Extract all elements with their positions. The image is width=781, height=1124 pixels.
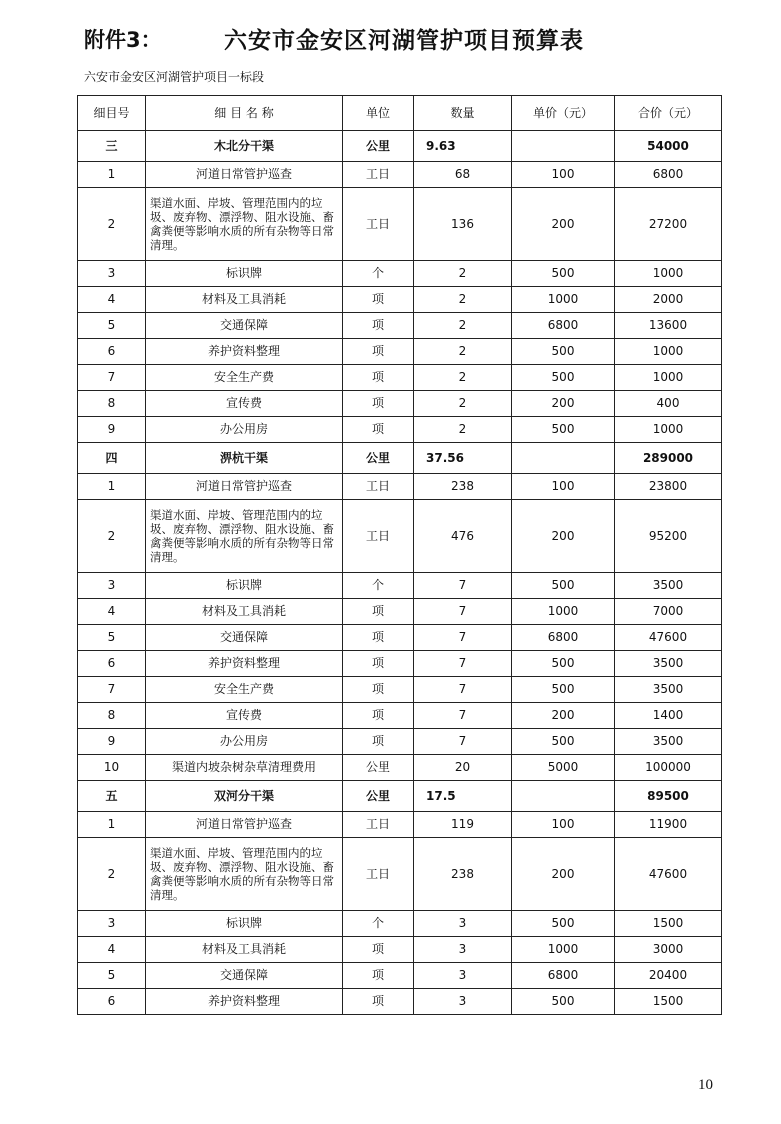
cell-item-name: 材料及工具消耗 [146,937,343,963]
cell-unit-price: 500 [512,677,615,703]
cell-quantity: 119 [414,812,512,838]
cell-total: 27200 [615,188,722,261]
cell-unit-price: 500 [512,417,615,443]
cell-item-no: 3 [78,911,146,937]
budget-table [77,95,722,1015]
cell-total: 6800 [615,162,722,188]
cell-item-no: 4 [78,287,146,313]
table-row [78,729,722,755]
section-row [78,443,722,474]
cell-unit-price: 200 [512,703,615,729]
cell-unit: 项 [343,677,414,703]
table-row [78,703,722,729]
cell-unit-price: 500 [512,911,615,937]
cell-quantity: 37.56 [414,443,512,474]
cell-item-name: 养护资料整理 [146,989,343,1015]
cell-item-no: 1 [78,474,146,500]
cell-unit: 工日 [343,812,414,838]
cell-unit: 项 [343,313,414,339]
cell-unit-price: 200 [512,500,615,573]
cell-unit-price: 1000 [512,937,615,963]
cell-total: 47600 [615,625,722,651]
cell-quantity: 3 [414,937,512,963]
cell-quantity: 7 [414,651,512,677]
cell-item-no: 2 [78,838,146,911]
cell-total: 95200 [615,500,722,573]
cell-unit-price: 6800 [512,963,615,989]
cell-quantity: 7 [414,599,512,625]
cell-unit: 项 [343,989,414,1015]
table-row [78,599,722,625]
cell-unit: 公里 [343,131,414,162]
cell-quantity: 2 [414,391,512,417]
cell-quantity: 2 [414,287,512,313]
cell-unit-price: 5000 [512,755,615,781]
cell-item-no: 6 [78,339,146,365]
cell-total: 1000 [615,339,722,365]
cell-total: 100000 [615,755,722,781]
col-header-total: 合价（元） [615,96,722,131]
table-row [78,162,722,188]
table-row [78,989,722,1015]
cell-item-name: 河道日常管护巡查 [146,474,343,500]
table-row [78,474,722,500]
cell-quantity: 136 [414,188,512,261]
table-row [78,313,722,339]
cell-item-no: 9 [78,729,146,755]
cell-item-name: 交通保障 [146,313,343,339]
cell-item-no: 6 [78,989,146,1015]
cell-item-name: 材料及工具消耗 [146,599,343,625]
cell-total: 54000 [615,131,722,162]
cell-unit: 项 [343,729,414,755]
cell-unit-price: 500 [512,365,615,391]
cell-total: 20400 [615,963,722,989]
title-row [0,18,781,58]
cell-unit-price: 500 [512,729,615,755]
cell-quantity: 238 [414,838,512,911]
cell-item-name: 办公用房 [146,417,343,443]
cell-unit-price: 500 [512,651,615,677]
cell-item-no: 2 [78,500,146,573]
cell-unit-price [512,781,615,812]
cell-item-no: 4 [78,599,146,625]
cell-total: 89500 [615,781,722,812]
table-row [78,339,722,365]
cell-quantity: 238 [414,474,512,500]
cell-unit-price: 500 [512,339,615,365]
cell-unit: 工日 [343,838,414,911]
cell-unit-price: 100 [512,812,615,838]
cell-unit: 项 [343,599,414,625]
cell-total: 1400 [615,703,722,729]
cell-item-name: 材料及工具消耗 [146,287,343,313]
cell-unit: 个 [343,261,414,287]
cell-item-no: 1 [78,812,146,838]
cell-quantity: 3 [414,963,512,989]
table-row [78,261,722,287]
cell-quantity: 7 [414,729,512,755]
cell-item-no: 4 [78,937,146,963]
cell-item-name: 河道日常管护巡查 [146,162,343,188]
cell-item-no: 5 [78,963,146,989]
cell-item-name: 交通保障 [146,963,343,989]
cell-unit-price [512,443,615,474]
cell-item-name: 养护资料整理 [146,651,343,677]
cell-item-no: 5 [78,313,146,339]
col-header-no: 细目号 [78,96,146,131]
col-header-name: 细 目 名 称 [146,96,343,131]
cell-quantity: 17.5 [414,781,512,812]
table-row [78,651,722,677]
attachment-label: 附件3： [84,28,162,52]
table-row [78,417,722,443]
page-title: 六安市金安区河湖管护项目预算表 [224,28,584,54]
cell-item-name: 渠道水面、岸坡、管理范围内的垃圾、废弃物、漂浮物、阻水设施、畜禽粪便等影响水质的所有杂物等日常清理。 [146,188,343,261]
cell-item-name: 渠道内坡杂树杂草清理费用 [146,755,343,781]
cell-item-name: 安全生产费 [146,365,343,391]
cell-unit: 工日 [343,188,414,261]
cell-total: 11900 [615,812,722,838]
table-row [78,755,722,781]
cell-item-name: 宣传费 [146,391,343,417]
cell-quantity: 3 [414,989,512,1015]
table-row [78,937,722,963]
cell-quantity: 476 [414,500,512,573]
cell-unit: 公里 [343,781,414,812]
table-row [78,500,722,573]
cell-item-no: 3 [78,573,146,599]
table-row [78,677,722,703]
subtitle: 六安市金安区河湖管护项目一标段 [84,70,265,84]
cell-item-name: 标识牌 [146,573,343,599]
cell-unit-price: 100 [512,474,615,500]
cell-unit-price: 200 [512,838,615,911]
cell-item-no: 1 [78,162,146,188]
col-header-qty: 数量 [414,96,512,131]
cell-total: 7000 [615,599,722,625]
cell-quantity: 7 [414,573,512,599]
cell-total: 1500 [615,911,722,937]
cell-unit-price: 100 [512,162,615,188]
cell-total: 13600 [615,313,722,339]
cell-unit: 公里 [343,443,414,474]
cell-unit-price: 200 [512,188,615,261]
col-header-price: 单价（元） [512,96,615,131]
table-body [78,131,722,1015]
cell-item-name: 渠道水面、岸坡、管理范围内的垃圾、废弃物、漂浮物、阻水设施、畜禽粪便等影响水质的所有杂物等日常清理。 [146,500,343,573]
cell-item-name: 交通保障 [146,625,343,651]
cell-unit: 项 [343,703,414,729]
cell-item-no: 6 [78,651,146,677]
cell-item-name: 办公用房 [146,729,343,755]
cell-total: 289000 [615,443,722,474]
cell-total: 2000 [615,287,722,313]
cell-quantity: 2 [414,417,512,443]
cell-unit: 工日 [343,162,414,188]
cell-unit: 工日 [343,474,414,500]
cell-quantity: 2 [414,339,512,365]
cell-quantity: 2 [414,261,512,287]
cell-unit: 个 [343,911,414,937]
page-number: 10 [698,1077,713,1093]
cell-unit-price: 500 [512,261,615,287]
cell-total: 3500 [615,573,722,599]
section-row [78,781,722,812]
cell-item-name: 标识牌 [146,911,343,937]
cell-item-no: 10 [78,755,146,781]
cell-unit: 公里 [343,755,414,781]
table-row [78,625,722,651]
cell-quantity: 9.63 [414,131,512,162]
cell-item-no: 三 [78,131,146,162]
cell-unit-price: 1000 [512,599,615,625]
cell-quantity: 20 [414,755,512,781]
cell-unit-price: 200 [512,391,615,417]
cell-quantity: 3 [414,911,512,937]
cell-item-no: 7 [78,677,146,703]
section-row [78,131,722,162]
cell-item-name: 双河分干渠 [146,781,343,812]
cell-item-no: 3 [78,261,146,287]
cell-total: 3500 [615,651,722,677]
cell-quantity: 7 [414,703,512,729]
cell-total: 1500 [615,989,722,1015]
cell-unit: 项 [343,417,414,443]
cell-unit: 项 [343,365,414,391]
cell-item-name: 河道日常管护巡查 [146,812,343,838]
table-row [78,911,722,937]
cell-quantity: 7 [414,677,512,703]
cell-unit-price [512,131,615,162]
cell-total: 3500 [615,677,722,703]
cell-quantity: 68 [414,162,512,188]
cell-quantity: 2 [414,365,512,391]
cell-unit: 项 [343,625,414,651]
col-header-unit: 单位 [343,96,414,131]
cell-unit: 项 [343,287,414,313]
table-row [78,391,722,417]
cell-unit: 项 [343,937,414,963]
cell-item-no: 7 [78,365,146,391]
cell-unit: 项 [343,391,414,417]
cell-unit-price: 6800 [512,625,615,651]
cell-quantity: 7 [414,625,512,651]
cell-unit: 项 [343,651,414,677]
table-header-row [78,96,722,131]
cell-unit-price: 500 [512,573,615,599]
cell-item-name: 安全生产费 [146,677,343,703]
cell-item-name: 渠道水面、岸坡、管理范围内的垃圾、废弃物、漂浮物、阻水设施、畜禽粪便等影响水质的所有杂物等日常清理。 [146,838,343,911]
cell-item-no: 五 [78,781,146,812]
cell-unit-price: 1000 [512,287,615,313]
cell-unit: 项 [343,963,414,989]
cell-total: 400 [615,391,722,417]
cell-item-name: 宣传费 [146,703,343,729]
table-row [78,963,722,989]
table-row [78,812,722,838]
cell-item-name: 淠杭干渠 [146,443,343,474]
cell-unit-price: 500 [512,989,615,1015]
table-row [78,365,722,391]
cell-total: 3000 [615,937,722,963]
cell-item-name: 养护资料整理 [146,339,343,365]
cell-unit: 个 [343,573,414,599]
cell-item-no: 5 [78,625,146,651]
cell-total: 1000 [615,417,722,443]
cell-quantity: 2 [414,313,512,339]
cell-total: 3500 [615,729,722,755]
cell-unit-price: 6800 [512,313,615,339]
cell-item-no: 8 [78,391,146,417]
table-row [78,573,722,599]
cell-total: 1000 [615,261,722,287]
table-row [78,188,722,261]
cell-total: 47600 [615,838,722,911]
table-row [78,287,722,313]
cell-item-name: 木北分干渠 [146,131,343,162]
table-row [78,838,722,911]
cell-item-no: 9 [78,417,146,443]
cell-item-name: 标识牌 [146,261,343,287]
cell-item-no: 8 [78,703,146,729]
cell-item-no: 2 [78,188,146,261]
cell-total: 1000 [615,365,722,391]
cell-total: 23800 [615,474,722,500]
cell-unit: 工日 [343,500,414,573]
cell-unit: 项 [343,339,414,365]
cell-item-no: 四 [78,443,146,474]
